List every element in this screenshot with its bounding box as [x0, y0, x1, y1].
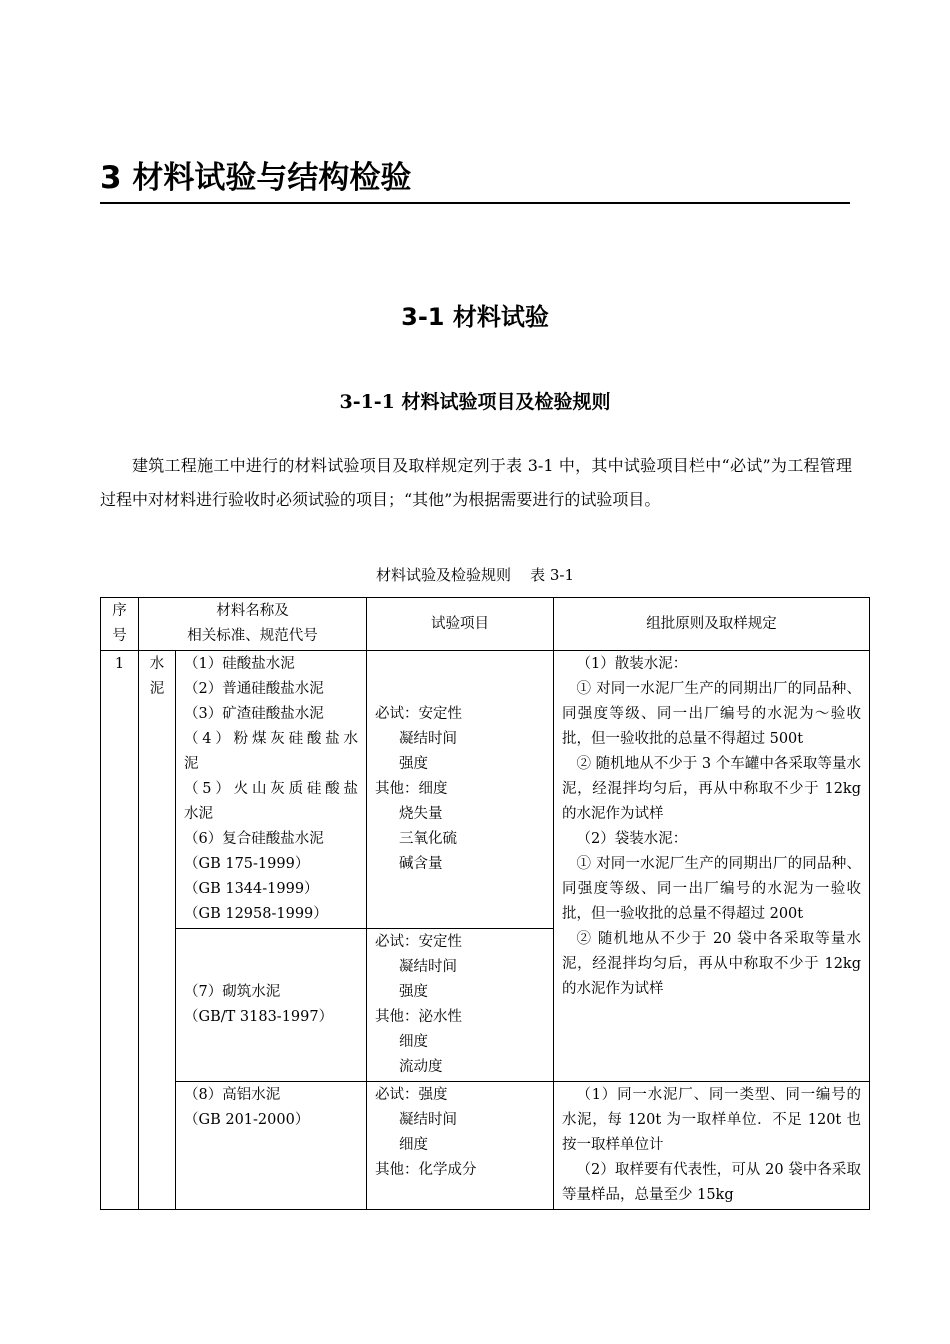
rule-text: ② 随机地从不少于 3 个车罐中各采取等量水泥，经混拌均匀后，再从中称取不少于 12kg 的水泥作为试样 — [562, 756, 861, 822]
table-caption: 材料试验及检验规则 表 3-1 — [376, 566, 574, 584]
standard-code: （GB/T 3183-1997） — [184, 1009, 334, 1025]
standard-code: （GB 201-2000） — [184, 1112, 310, 1128]
rule-text: ② 随机地从不少于 20 袋中各采取等量水泥，经混拌均匀后，再从中称取不少于 12kg 的水泥作为试样 — [562, 931, 861, 997]
rule-heading: （1）散装水泥： — [576, 656, 688, 672]
intro-paragraph: 建筑工程施工中进行的材料试验项目及取样规定列于表 3-1 中，其中试验项目栏中“必试”为工程管理过程中对材料进行验收时必须试验的项目；“其他”为根据需要进行的试验项目。 — [100, 456, 852, 509]
test-item: 碱含量 — [399, 856, 443, 872]
test-item: 凝结时间 — [399, 1112, 457, 1128]
standard-code: （GB 1344-1999） — [184, 881, 319, 897]
header-no — [101, 598, 139, 651]
header-no-line: 序 — [112, 603, 127, 619]
rule-text: （2）取样要有代表性，可从 20 袋中各采取等量样品，总量至少 15kg — [562, 1162, 861, 1203]
test-item: 细度 — [399, 1137, 428, 1153]
material-item: （7）砌筑水泥 — [184, 984, 281, 1000]
test-item: 强度 — [399, 756, 428, 772]
tests-cell — [367, 929, 554, 1082]
header-material-line: 相关标准、规范代号 — [187, 628, 318, 644]
section-title: 3-1 材料试验 — [401, 303, 549, 331]
other-tests-label: 其他：细度 — [375, 781, 448, 797]
standard-code: （GB 175-1999） — [184, 856, 310, 872]
material-test-table — [100, 597, 870, 1210]
material-item: （6）复合硅酸盐水泥 — [184, 831, 324, 847]
category-char: 泥 — [149, 681, 165, 697]
standard-code: （GB 12958-1999） — [184, 906, 328, 922]
rules-cell — [554, 1082, 870, 1210]
chapter-title: 3 材料试验与结构检验 — [100, 150, 850, 204]
table-row — [101, 651, 870, 929]
row-no: 1 — [101, 651, 139, 1210]
category-char: 水 — [149, 656, 165, 672]
test-item: 三氧化硫 — [399, 831, 457, 847]
tests-cell — [367, 651, 554, 929]
required-tests-label: 必试：安定性 — [375, 706, 462, 722]
test-item: 凝结时间 — [399, 731, 457, 747]
materials-cell — [176, 929, 367, 1082]
other-tests-label: 其他：化学成分 — [375, 1162, 477, 1178]
material-item: （8）高铝水泥 — [184, 1087, 281, 1103]
subsection-title: 3-1-1 材料试验项目及检验规则 — [339, 391, 611, 413]
material-item: （4）粉煤灰硅酸盐水 — [184, 731, 358, 747]
rules-cell — [554, 651, 870, 1082]
header-material-line: 材料名称及 — [216, 603, 289, 619]
row-category — [139, 651, 176, 1210]
materials-cell — [176, 651, 367, 929]
material-item: （5）火山灰质硅酸盐 — [184, 781, 358, 797]
rule-text: ① 对同一水泥厂生产的同期出厂的同品种、同强度等级、同一出厂编号的水泥为一验收批，但一验收批的总量不得超过 200t — [562, 856, 861, 922]
header-rules: 组批原则及取样规定 — [554, 598, 870, 651]
rule-text: ① 对同一水泥厂生产的同期出厂的同品种、同强度等级、同一出厂编号的水泥为～验收批，但一验收批的总量不得超过 500t — [562, 681, 861, 747]
material-item: （1）硅酸盐水泥 — [184, 656, 295, 672]
other-tests-label: 其他：泌水性 — [375, 1009, 462, 1025]
tests-cell — [367, 1082, 554, 1210]
test-item: 烧失量 — [399, 806, 443, 822]
test-item: 凝结时间 — [399, 959, 457, 975]
rule-heading: （2）袋装水泥： — [576, 831, 688, 847]
material-item-cont: 水泥 — [184, 806, 213, 822]
test-item: 流动度 — [399, 1059, 443, 1075]
table-header-row — [101, 598, 870, 651]
test-item: 强度 — [399, 984, 428, 1000]
table-row — [101, 1082, 870, 1210]
test-item: 细度 — [399, 1034, 428, 1050]
required-tests-label: 必试：强度 — [375, 1087, 448, 1103]
rule-text: （1）同一水泥厂、同一类型、同一编号的水泥，每 120t 为一取样单位．不足 120t 也按一取样单位计 — [562, 1087, 861, 1153]
material-item: （2）普通硅酸盐水泥 — [184, 681, 324, 697]
header-tests: 试验项目 — [367, 598, 554, 651]
materials-cell — [176, 1082, 367, 1210]
material-item-cont: 泥 — [184, 756, 199, 772]
required-tests-label: 必试：安定性 — [375, 934, 462, 950]
material-item: （3）矿渣硅酸盐水泥 — [184, 706, 324, 722]
header-material — [139, 598, 367, 651]
header-no-line: 号 — [112, 628, 127, 644]
